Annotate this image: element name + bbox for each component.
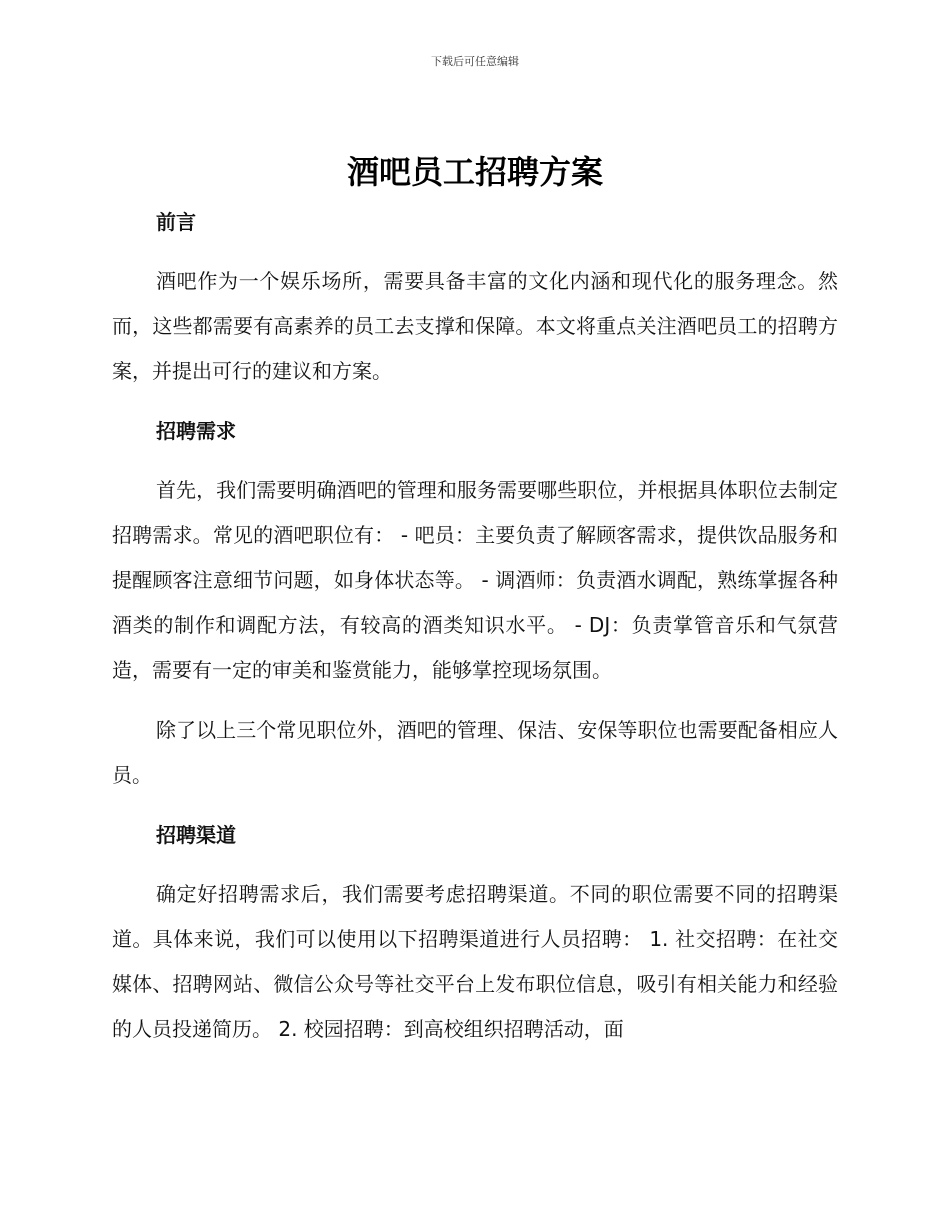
section-heading: 招聘渠道 [156, 823, 236, 847]
section-heading: 招聘需求 [156, 419, 236, 443]
section-preface [112, 200, 838, 409]
document-body [112, 200, 838, 1052]
section-recruitment-channels [112, 813, 838, 1052]
section-recruitment-needs [112, 409, 838, 813]
header-note: 下载后可任意编辑 [431, 55, 519, 68]
paragraph: 首先，我们需要明确酒吧的管理和服务需要哪些职位，并根据具体职位去制定招聘需求。常见的酒吧职位有： - 吧员：主要负责了解顾客需求，提供饮品服务和提醒顾客注意细节问题，如身体状态等。 - 调酒师：负责酒水调配，熟练掌握各种酒类的制作和调配方法，有较高的酒类知识水平。 - DJ：负责掌管音乐和气氛营造，需要有一定的审美和鉴赏能力，能够掌控现场氛围。 [112, 478, 838, 682]
document-title: 酒吧员工招聘方案 [346, 153, 603, 191]
paragraph: 除了以上三个常见职位外，酒吧的管理、保洁、安保等职位也需要配备相应人员。 [112, 718, 838, 787]
paragraph: 确定好招聘需求后，我们需要考虑招聘渠道。不同的职位需要不同的招聘渠道。具体来说，我们可以使用以下招聘渠道进行人员招聘： 1. 社交招聘：在社交媒体、招聘网站、微信公众号等社交平台上发布职位信息，吸引有相关能力和经验的人员投递简历。 2. 校园招聘：到高校组织招聘活动，面 [112, 882, 838, 1041]
section-heading: 前言 [156, 210, 196, 234]
paragraph: 酒吧作为一个娱乐场所，需要具备丰富的文化内涵和现代化的服务理念。然而，这些都需要有高素养的员工去支撑和保障。本文将重点关注酒吧员工的招聘方案，并提出可行的建议和方案。 [112, 269, 838, 383]
